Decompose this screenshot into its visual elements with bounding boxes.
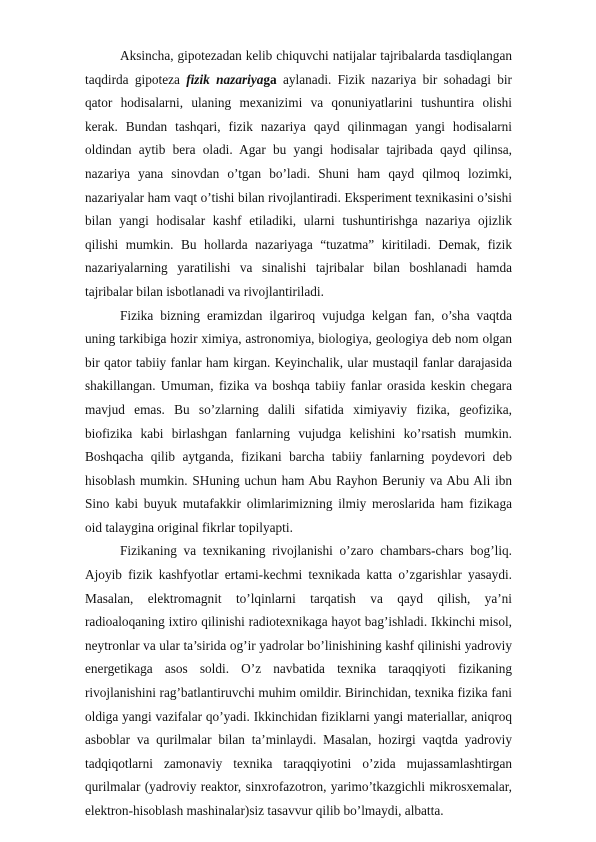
emphasized-term: fizik nazariya (186, 71, 264, 87)
paragraph-text: Aksincha, gipotezadan kelib chiquvchi natijalar tajribalarda tasdiqlangan taqdirda gipoteza (85, 48, 512, 87)
paragraph-text: aylanadi. Fizik nazariya bir sohadagi bir qator hodisalarni, ulaning mexanizimi va qonuniyatlarini tushuntira olishi kerak. Bundan tashqari, fizik nazariya qayd qilinmagan yangi hodisalarni oldindan aytib bera oladi. Agar bu yangi hodisalar tajribada qayd qilinsa, nazariya yana sinovdan o’tgan bo’ladi. Shuni ham qayd qilmoq lozimki, nazariyalar ham vaqt o’tishi bilan rivojlantiradi. Eksperiment texnikasini o’sishi bilan yangi hodisalar kashf etiladiki, ularni tushuntirishga nazariya ojizlik qilishi mumkin. Bu hollarda nazariyaga “tuzatma” kiritiladi. Demak, fizik nazariyalarning yaratilishi va sinalishi tajribalar bilan boshlanadi hamda tajribalar bilan isbotlanadi va rivojlantiriladi. (85, 71, 512, 299)
emphasized-suffix: ga (263, 71, 277, 87)
document-body (85, 44, 512, 823)
paragraph-hypothesis-theory (85, 44, 512, 304)
paragraph-physics-technology: Fizikaning va texnikaning rivojlanishi o’zaro chambars-chars bog’liq. Ajoyib fizik kashfyotlar ertami-kechmi texnikada katta o’zgarishlar yasaydi. Masalan, elektromagnit to’lqinlarni tarqatish va qayd qilish, ya’ni radioaloqaning ixtiro qilinishi radiotexnikaga hayot bag’ishladi. Ikkinchi misol, neytronlar va ular ta’sirida og’ir yadrolar bo’linishining kashf qilinishi yadroviy energetikaga asos soldi. O’z navbatida texnika taraqqiyoti fizikaning rivojlanishini rag’batlantiruvchi muhim omildir. Birinchidan, texnika fizika fani oldiga yangi vazifalar qo’yadi. Ikkinchidan fiziklarni yangi materiallar, aniqroq asboblar va qurilmalar bilan ta’minlaydi. Masalan, hozirgi vaqtda yadroviy tadqiqotlarni zamonaviy texnika taraqqiyotini o’zida mujassamlashtirgan qurilmalar (yadroviy reaktor, sinxrofazotron, yarimo’tkazgichli mikrosxemalar, elektron-hisoblash mashinalar)siz tasavvur qilib bo’lmaydi, albatta. (85, 543, 512, 818)
paragraph-physics-history: Fizika bizning eramizdan ilgariroq vujudga kelgan fan, o’sha vaqtda uning tarkibiga hozir ximiya, astronomiya, biologiya, geologiya deb nom olgan bir qator tabiiy fanlar ham kirgan. Keyinchalik, ular mustaqil fanlar darajasida shakillangan. Umuman, fizika va boshqa tabiiy fanlar orasida keskin chegara mavjud emas. Bu so’zlarning dalili sifatida ximiyaviy fizika, geofizika, biofizika kabi birlashgan fanlarning vujudga kelishini ko’rsatish mumkin. Boshqacha qilib aytganda, fizikani barcha tabiiy fanlarning poydevori deb hisoblash mumkin. SHuning uchun ham Abu Rayhon Beruniy va Abu Ali ibn Sino kabi buyuk mutafakkir olimlarimizning ilmiy meroslarida ham fizikaga oid talaygina original fikrlar topilyapti. (85, 307, 512, 535)
